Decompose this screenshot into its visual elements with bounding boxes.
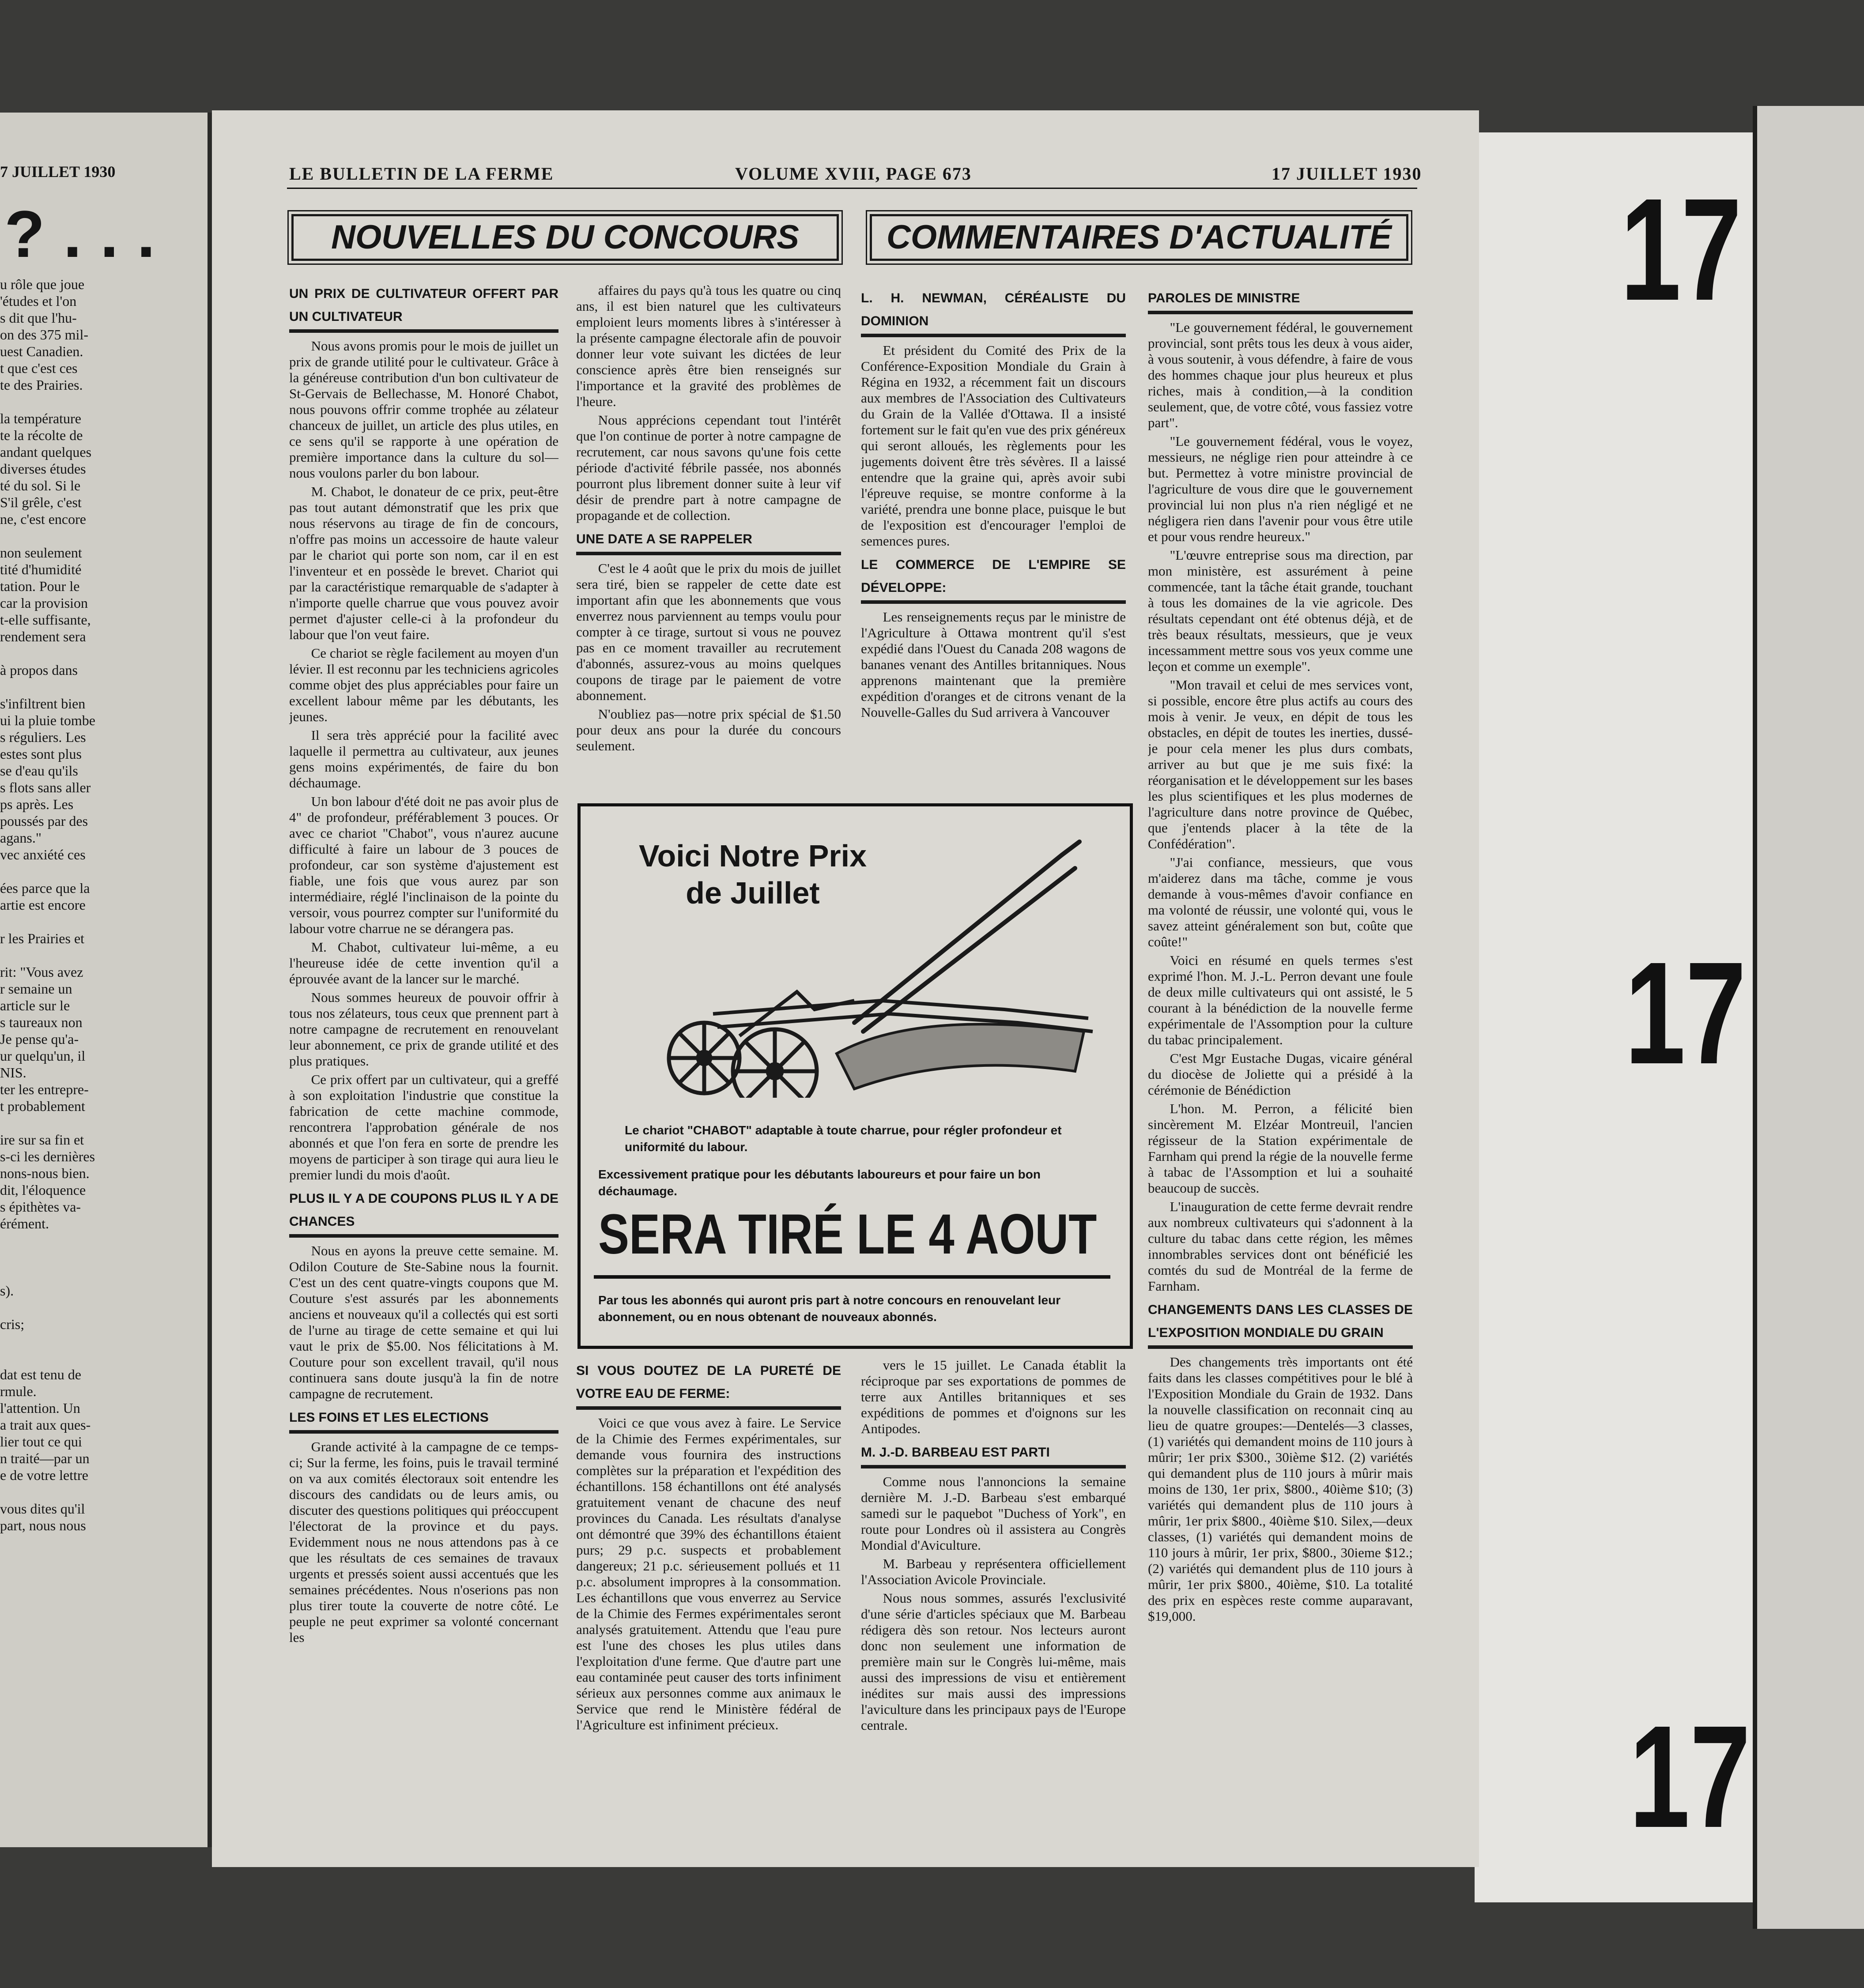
left-page-line xyxy=(0,645,132,662)
left-page-line: cris; xyxy=(0,1316,25,1332)
left-page-line: uest Canadien. xyxy=(0,343,83,359)
paragraph: Voici en résumé en quels termes s'est exprimé l'hon. M. J.-L. Perron devant une foule de deux mille cultivateurs qui ont assisté, le 5 courant à la bénédiction de la nouvelle ferme expérimentale de l'Assomption pour la culture du tabac principalement. xyxy=(1148,953,1413,1047)
left-page-line: vec anxiété ces xyxy=(0,847,86,862)
left-page-line: ées parce que la xyxy=(0,880,90,896)
article-barbeau xyxy=(861,1474,1126,1733)
paragraph: Nous en ayons la preuve cette semaine. M. Odilon Couture de Ste-Sabine nous la fournit. C'est un des cent quatre-vingts coupons que M. Couture s'est assurés par les abonnements anciens et nouveaux qu'il a collectés qui est sorti de l'urne au tirage de cette semaine et qui lui vaut le prix de $5.00. Nos félicitations à M. Couture pour son excellent travail, qu'il nous continuera sans doute jusqu'à la fin de notre campagne de recrutement. xyxy=(289,1243,558,1401)
paragraph: "L'œuvre entreprise sous ma direction, par mon ministère, est assurément à peine commencée, tant la tâche était grande, touchant à tous les domaines de la vie agricole. Des résultats cependant ont été obtenus déjà, et de très beaux résultats, messieurs, que je veux incessamment mettre sous vos yeux comme une leçon et comme un exemple". xyxy=(1148,547,1413,674)
left-page-line: ire sur sa fin et xyxy=(0,1132,84,1148)
left-page-line: ui la pluie tombe xyxy=(0,712,95,728)
left-page-line: la température xyxy=(0,410,81,426)
header-date: 17 JUILLET 1930 xyxy=(1272,164,1422,184)
left-page-line: à propos dans xyxy=(0,662,78,678)
left-page-line xyxy=(0,947,132,964)
column-1 xyxy=(289,278,558,1761)
left-page-line: s'infiltrent bien xyxy=(0,696,86,712)
paragraph: C'est le 4 août que le prix du mois de juillet sera tiré, bien se rappeler de cette date est important afin que les abonnements que vous enverrez nous parviennent au temps voulu pour compter à ce tirage, surtout si vous ne pouvez pas en ce moment travailler au recrutement d'abonnés, assurez-vous au moins quelques coupons de tirage par le paiement de votre abonnement. xyxy=(576,561,841,703)
left-page-line: nons-nous bien. xyxy=(0,1165,90,1181)
paragraph: N'oubliez pas—notre prix spécial de $1.50 pour deux ans pour la durée du concours seulement. xyxy=(576,706,841,753)
plow-wheel-right xyxy=(733,1029,817,1098)
paragraph: "Le gouvernement fédéral, vous le voyez, messieurs, ne néglige rien pour atteindre à ce but. Permettez à votre ministre provincial de l'agriculture de vous dire que le gouvernement provincial lui non plus n'a rien négligé et ne négligera rien dans l'avenir pour vous être utile et pour vous rendre heureux." xyxy=(1148,433,1413,544)
left-page-line: e de votre lettre xyxy=(0,1467,88,1483)
left-page-line: s réguliers. Les xyxy=(0,729,86,745)
left-page-line: t que c'est ces xyxy=(0,360,78,376)
paragraph: M. Barbeau y représentera officiellement l'Association Avicole Provinciale. xyxy=(861,1556,1126,1587)
left-page-line: estes sont plus xyxy=(0,746,82,762)
paragraph: Grande activité à la campagne de ce temps-ci; Sur la ferme, les foins, puis le travail terminé on va aux comités électoraux soit entendre les discours des candidats ou de leurs amis, ou discuter des questions politiques qui préoccupent l'électorat de la province et du pays. Evidemment nous ne nous attendons pas à ce que les résultats de ces semaines de travaux urgents et pressés soient aussi accentués que les semaines précédentes. Nous n'oserions pas non plus tirer toute la couverte de notre côté. Le peuple ne peut exprimer sa volonté concernant les xyxy=(289,1439,558,1645)
left-page-line: article sur le xyxy=(0,998,70,1013)
paragraph: L'inauguration de cette ferme devrait rendre aux nombreux cultivateurs qui s'adonnent à la culture du tabac dans cette région, les mêmes innombrables services dont ont bénéficié les comtés du sud de Montréal de la ferme de Farnham. xyxy=(1148,1199,1413,1294)
ad-subcaption: Excessivement pratique pour les débutants laboureurs et pour faire un bon déchaumage. xyxy=(598,1167,1041,1198)
paragraph: Ce chariot se règle facilement au moyen d'un lévier. Il est reconnu par les techniciens agricoles comme objet des plus appréciables pour faire un excellent labour même par les débutants, les jeunes. xyxy=(289,645,558,724)
plow-blade xyxy=(837,1024,1084,1089)
article-date xyxy=(576,561,841,754)
left-page-line: n traité—par un xyxy=(0,1450,90,1466)
left-page-line xyxy=(0,393,132,410)
left-page-line: u rôle que joue xyxy=(0,276,85,292)
heading-foins: LES FOINS ET LES ELECTIONS xyxy=(289,1406,558,1434)
left-page-line: s-ci les dernières xyxy=(0,1148,95,1164)
paragraph: affaires du pays qu'à tous les quatre ou cinq ans, il est bien naturel que les cultivateurs emploient leurs moments libres à s'intéresser à la présente campagne électorale afin de pouvoir donner leur vote suivant les dictées de leur conscience après être bien renseignés sur l'importance et la gravité des problèmes de l'heure. xyxy=(576,282,841,409)
article-eau xyxy=(576,1415,841,1733)
paragraph: Nous sommes heureux de pouvoir offrir à tous nos zélateurs, tous ceux que prennent part à notre campagne de recrutement en renouvelant leur abonnement, ce prix de grande utilité et des plus pratiques. xyxy=(289,990,558,1069)
column-3-upper xyxy=(861,282,1126,790)
left-page-line: lier tout ce qui xyxy=(0,1434,82,1450)
left-page-line xyxy=(0,1249,132,1265)
left-page-line xyxy=(0,863,132,880)
left-page-line: NIS. xyxy=(0,1065,26,1081)
paragraph: M. Chabot, le donateur de ce prix, peut-être pas tout autant démonstratif que les prix que nous réservons au tirage de fin de concours, n'offre pas moins un accessoire de haute valeur par le chariot qui porte son nom, car il en est l'inventeur et en possède le brevet. Chariot qui par la caractéristique remarquable de s'adapter à n'importe quelle charrue que vous pouvez avoir permet d'ajuster celle-ci à la profondeur du labour que l'on veut faire. xyxy=(289,484,558,642)
left-page-line: rmule. xyxy=(0,1383,37,1399)
ad-caption: Le chariot "CHABOT" adaptable à toute charrue, pour régler profondeur et uniformité du labour. xyxy=(625,1123,1062,1154)
left-page-line: agans." xyxy=(0,830,42,846)
side-numeral-top: 17 xyxy=(1620,168,1742,331)
heading-coupons: PLUS IL Y A DE COUPONS PLUS IL Y A DE CHANCES xyxy=(289,1187,558,1238)
left-page-line: t probablement xyxy=(0,1098,85,1114)
left-page-line: S'il grêle, c'est xyxy=(0,494,82,510)
paragraph: "J'ai confiance, messieurs, que vous m'aiderez dans ma tâche, comme je vous demande à vous-mêmes d'avoir confiance en ma volonté de réussir, une volonté qui, vous le savez atteint généralement son but, coûte que coûte!" xyxy=(1148,855,1413,949)
left-page-line: on des 375 mil- xyxy=(0,327,88,343)
left-page-line: te la récolte de xyxy=(0,427,83,443)
column-2-upper xyxy=(576,282,841,790)
left-page-line: artie est encore xyxy=(0,897,86,913)
right-page-edge xyxy=(1753,106,1864,1929)
left-page-line: rendement sera xyxy=(0,629,86,644)
left-page-line: s taureaux non xyxy=(0,1014,83,1030)
left-page-line: tation. Pour le xyxy=(0,578,80,594)
left-page-line: poussés par des xyxy=(0,813,88,829)
left-page-line: té du sol. Si le xyxy=(0,478,81,493)
paragraph: Comme nous l'annoncions la semaine dernière M. J.-D. Barbeau s'est embarqué samedi sur le paquebot "Duchess of York", en route pour Londres où il assistera au Congrès Mondial d'Aviculture. xyxy=(861,1474,1126,1553)
header-volume: VOLUME XVIII, PAGE 673 xyxy=(735,164,972,184)
left-page-line xyxy=(0,1114,132,1131)
paragraph: Nous avons promis pour le mois de juillet un prix de grande utilité pour le cultivateur. Grâce à la généreuse contribution d'un bon cultivateur de St-Gervais de Bellechasse, M. Honoré Chabot, nous pouvons offrir comme trophée au zélateur chanceux de juillet, un article des plus utiles, en ce sens qu'il se rapporte à une opération de première importance dans la culture du sol—nous voulons parler du bon labour. xyxy=(289,338,558,481)
left-page-line: ps après. Les xyxy=(0,796,74,812)
heading-classes: CHANGEMENTS DANS LES CLASSES DE L'EXPOSITION MONDIALE DU GRAIN xyxy=(1148,1299,1413,1349)
paragraph: vers le 15 juillet. Le Canada établit la réciproque par ses exportations de pommes de terre aux Antilles britanniques et ses expéditions de pommes et d'oignons sur les Antipodes. xyxy=(861,1357,1126,1436)
left-page-line: Je pense qu'a- xyxy=(0,1031,79,1047)
article-ministre xyxy=(1148,320,1413,1294)
paragraph: Des changements très importants ont été faits dans les classes compétitives pour le blé à l'Exposition Mondiale du Grain de 1932. Dans la nouvelle classification on reconnait cinq au lieu de quatre groupes:—Dentelés—3 classes, (1) variétés qui demandent moins de 110 jours à mûrir; 1er prix $300., 30ième $12. (2) variétés qui demandent plus de 110 jours à mûrir mais moins de 130, 1er prix, $800., 40ième $10; (3) variétés qui demandent plus de 110 jours à mûrir, 1er prix $800., 40ième $10. Silex,—deux classes, (1) variétés qui demandent moins de 110 jours à mûrir, 1er prix, $800., 30ieme $12.; (2) variétés qui demandent plus de 110 jours à mûrir, 1er prix $800., 40ième, $10. La totalité des prix en espèces reste comme auparavant, $19,000. xyxy=(1148,1354,1413,1624)
left-page-line: érément. xyxy=(0,1216,49,1231)
prize-advertisement xyxy=(577,803,1133,1349)
left-page-line: diverses études xyxy=(0,461,86,477)
header-publication: LE BULLETIN DE LA FERME xyxy=(289,164,554,184)
left-page-line: r semaine un xyxy=(0,981,72,997)
left-page-line: dat est tenu de xyxy=(0,1367,81,1382)
left-page-line xyxy=(0,1299,132,1316)
left-page-line: vous dites qu'il xyxy=(0,1501,85,1517)
left-page-line: r les Prairies et xyxy=(0,930,85,946)
column-4 xyxy=(1148,282,1413,1779)
article-classes xyxy=(1148,1354,1413,1624)
side-numeral-bottom: 17 xyxy=(1629,1695,1751,1858)
article-commerce xyxy=(861,609,1126,720)
left-page-line: ur quelqu'un, il xyxy=(0,1048,86,1064)
paragraph: Il sera très apprécié pour la facilité avec laquelle il permettra au cultivateur, aux jeunes gens moins expérimentés, de faire du bon déchaumage. xyxy=(289,727,558,791)
ad-footer: Par tous les abonnés qui auront pris part à notre concours en renouvelant leur abonnement, ou en nous obtenant de nouveaux abonnés. xyxy=(598,1293,1061,1324)
column-2-lower xyxy=(576,1355,841,1779)
left-page-line: t-elle suffisante, xyxy=(0,612,91,628)
heading-newman: L. H. NEWMAN, CÉRÉALISTE DU DOMINION xyxy=(861,287,1126,337)
heading-eau: SI VOUS DOUTEZ DE LA PURETÉ DE VOTRE EAU DE FERME: xyxy=(576,1359,841,1410)
left-page-line: s dit que l'hu- xyxy=(0,310,77,326)
section-title-concours: NOUVELLES DU CONCOURS xyxy=(291,214,839,261)
plow-frame xyxy=(740,992,854,1036)
left-page-line: s). xyxy=(0,1283,14,1299)
left-page-line xyxy=(0,1333,132,1349)
paragraph: Voici ce que vous avez à faire. Le Service de la Chimie des Fermes expérimentales, sur demande vous fournira des instructions complètes sur la préparation et l'expédition des échantillons. 158 échantillons ont été analysés gratuitement venant de chacune des neuf provinces du Canada. Les résultats d'analyse ont démontré que 39% des échantillons étaient purs; 29 p.c. suspects et probablement dangereux; 21 p.c. sérieusement pollués et 11 p.c. absolument impropres à la consommation. Les échantillons que vous enverrez au Service de la Chimie des Fermes expérimentales seront analysés gratuitement. Attendu que l'eau pure est l'une des choses les plus utiles dans l'exploitation d'une ferme. Que d'autre part une eau contaminée peut causer des torts infiniment sérieux aux personnes comme aux animaux le Service que rend le Ministère fédéral de l'Agriculture est infiniment précieux. xyxy=(576,1415,841,1732)
left-page-line: s flots sans aller xyxy=(0,779,91,795)
heading-ministre: PAROLES DE MINISTRE xyxy=(1148,287,1413,314)
left-page-line: part, nous nous xyxy=(0,1517,86,1533)
plow-illustration xyxy=(607,824,1102,1098)
article-prix xyxy=(289,338,558,1183)
heading-prix: UN PRIX DE CULTIVATEUR OFFERT PAR UN CULTIVATEUR xyxy=(289,282,558,333)
ad-rule xyxy=(594,1275,1110,1279)
heading-commerce: LE COMMERCE DE L'EMPIRE SE DÉVELOPPE: xyxy=(861,553,1126,604)
plow-wheel-left xyxy=(669,1023,740,1093)
article-commerce-continued xyxy=(861,1357,1126,1437)
left-page-line xyxy=(0,1349,132,1366)
left-page-title-fragment: ? . . . xyxy=(4,197,155,271)
left-page-line: car la provision xyxy=(0,595,88,611)
paragraph: "Le gouvernement fédéral, le gouvernement provincial, sont prêts tous les deux à vous aider, à vous soutenir, à vous défendre, à faire de vous des hommes chaque jour plus heureux et plus riches, mais à condition,—à la condition seulement, que, de votre côté, vous fassiez votre part". xyxy=(1148,320,1413,430)
paragraph: Ce prix offert par un cultivateur, qui a greffé à son exploitation l'industrie que constitue la fabrication de cette machine commode, rencontrera l'approbation générale de nos abonnés et que l'on fera en sorte de prendre les moyens de participer à son tirage qui aura lieu le premier lundi du mois d'août. xyxy=(289,1072,558,1182)
heading-barbeau: M. J.-D. BARBEAU EST PARTI xyxy=(861,1441,1126,1468)
article-foins-continued xyxy=(576,282,841,523)
left-page-line: l'attention. Un xyxy=(0,1400,80,1416)
column-3-lower xyxy=(861,1357,1126,1779)
left-page-line: te des Prairies. xyxy=(0,377,83,393)
article-coupons xyxy=(289,1243,558,1402)
left-page-line xyxy=(0,1232,132,1249)
left-page-line xyxy=(0,527,132,544)
left-page-line: se d'eau qu'ils xyxy=(0,763,78,779)
article-newman xyxy=(861,343,1126,549)
side-numeral-middle: 17 xyxy=(1625,931,1747,1094)
paragraph: L'hon. M. Perron, a félicité bien sincèrement M. Elzéar Montreuil, l'ancien régisseur de la Station expérimentale de Farnham qui prend la régie de la nouvelle ferme à tabac de l'Assomption et lui a souhaité beaucoup de succès. xyxy=(1148,1101,1413,1196)
left-page-line xyxy=(0,913,132,930)
left-page-line xyxy=(0,678,132,695)
paragraph: Et président du Comité des Prix de la Conférence-Exposition Mondiale du Grain à Régina en 1932, a récemment fait un discours aux membres de l'Association des Cultivateurs du Grain de la Vallée d'Ottawa. Il a insisté fortement sur le fait qu'en vue des prix généreux qui seront alloués, les règlements pour les jugements doivent être très sévères. Il a laissé entendre que la graine qui, après avoir subi l'épreuve requise, se montre conforme à la variété, prendra une bonne place, puisque le but de l'exposition est d'encourager l'emploi de semences pures. xyxy=(861,343,1126,549)
left-page-line: tité d'humidité xyxy=(0,561,82,577)
left-page-line: rit: "Vous avez xyxy=(0,964,83,980)
left-page-date: 7 JUILLET 1930 xyxy=(0,163,116,181)
left-page-line xyxy=(0,1265,132,1282)
paragraph: M. Chabot, cultivateur lui-même, a eu l'heureuse idée de cette invention qu'il a éprouvée avant de la lancer sur le marché. xyxy=(289,939,558,986)
plow-handle xyxy=(854,842,1079,1032)
article-foins xyxy=(289,1439,558,1645)
left-page-line: ne, c'est encore xyxy=(0,511,86,527)
left-page-line: non seulement xyxy=(0,545,82,561)
paragraph: Les renseignements reçus par le ministre de l'Agriculture à Ottawa montrent qu'il s'est expédié dans l'Ouest du Canada 208 wagons de bananes venant des Antilles britanniques. Nous apprenons maintenant que la première expédition d'oranges et de citrons venant de la Nouvelle-Galles du Sud arrivera à Vancouver xyxy=(861,609,1126,720)
paragraph: Nous nous sommes, assurés l'exclusivité d'une série d'articles spéciaux que M. Barbeau rédigera dès son retour. Nos lecteurs auront donc non seulement une information de première main sur le Congrès lui-même, mais aussi des impressions de visu et entièrement inédites sur mais aussi des impressions l'aviculture dans les principaux pays de l'Europe centrale. xyxy=(861,1590,1126,1733)
ad-draw-date: SERA TIRÉ LE 4 AOUT xyxy=(598,1203,1097,1266)
left-page-line: andant quelques xyxy=(0,444,92,460)
ad-title: Voici Notre Prix de Juillet xyxy=(638,839,867,910)
paragraph: C'est Mgr Eustache Dugas, vicaire général du diocèse de Joliette qui a présidé à la cérémonie de Bénédiction xyxy=(1148,1050,1413,1098)
header-rule xyxy=(287,188,1417,189)
left-page-line: a trait aux ques- xyxy=(0,1417,91,1433)
section-title-actualite: COMMENTAIRES D'ACTUALITÉ xyxy=(870,214,1408,261)
left-page-line: ter les entrepre- xyxy=(0,1081,89,1097)
paragraph: "Mon travail et celui de mes services vont, si possible, encore être plus actifs au cours des mois à venir. Je veux, en dépit de tous les obstacles, en dépit de toutes les inerties, dussé-je pour cela mener les plus durs combats, arriver au but que je me suis fixé: la réorganisation et le développement sur les bases les plus scientifiques et les plus modernes de l'agriculture dans notre province de Québec, que j'entends placer à la tête de la Confédération". xyxy=(1148,677,1413,851)
paragraph: Un bon labour d'été doit ne pas avoir plus de 4" de profondeur, préférablement 3 pouces. Or avec ce chariot "Chabot", vous n'aurez aucune difficulté à faire un labour de 3 pouces de profondeur, car son système d'ajustement est fiable, une fois que vous aurez par son intermédiaire, réglé l'inclinaison de la pointe du versoir, vous pourrez compter sur l'uniformité du labour votre charrue ne se dérangera pas. xyxy=(289,794,558,936)
paragraph: Nous apprécions cependant tout l'intérêt que l'on continue de porter à notre campagne de recrutement, car nous savons qu'une fois cette période d'activité fébrile passée, nos abonnés pourront plus librement donner suite à leur vif désir de prendre part à notre campagne de propagande et de collection. xyxy=(576,412,841,523)
left-page-line: s épithètes va- xyxy=(0,1199,81,1215)
left-page-line: dit, l'éloquence xyxy=(0,1182,86,1198)
left-page-text xyxy=(0,276,132,1534)
left-page-line xyxy=(0,1483,132,1500)
heading-date: UNE DATE A SE RAPPELER xyxy=(576,528,841,555)
left-page-line: 'études et l'on xyxy=(0,293,77,309)
left-page xyxy=(0,113,212,1847)
